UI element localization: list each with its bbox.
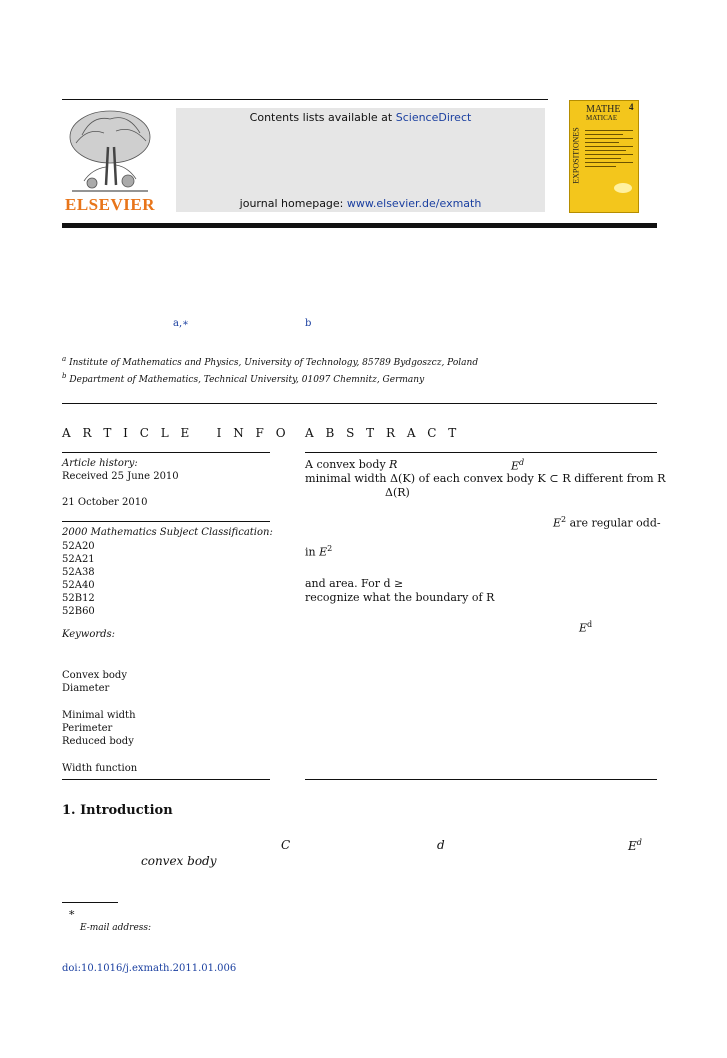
info-top-rule — [62, 403, 657, 404]
journal-cover — [569, 100, 639, 213]
keyword: Minimal width — [62, 710, 136, 721]
article-info-rule — [62, 452, 270, 453]
header-thick-rule — [62, 223, 657, 228]
contents-line: Contents lists available at ScienceDirect — [249, 111, 472, 124]
author-mark-b[interactable]: b — [305, 318, 312, 329]
footnote-star: ∗ — [68, 906, 76, 919]
intro-symbol-e: $E^d$ — [628, 838, 642, 853]
received-date: Received 25 June 2010 — [62, 471, 179, 482]
msc-code: 52B60 — [62, 606, 95, 617]
msc-rule — [62, 521, 270, 522]
msc-code: 52B12 — [62, 593, 95, 604]
affiliation-a: $^a$ Institute of Mathematics and Physics, University of Technology, 85789 Bydgoszcz, Poland — [62, 355, 479, 368]
cover-side: EXPOSITIONES — [571, 127, 581, 184]
abstract-line-1: A convex body R — [305, 458, 398, 471]
msc-code: 52A21 — [62, 554, 95, 565]
top-rule — [62, 99, 548, 100]
abstract-heading: A B S T R A C T — [305, 426, 461, 440]
doi-link[interactable]: doi:10.1016/j.exmath.2011.01.006 — [62, 963, 237, 974]
cover-issue: 4 — [629, 102, 634, 112]
article-info-heading: A R T I C L E I N F O — [62, 426, 290, 440]
intro-convex-body: convex body — [141, 854, 217, 868]
keyword: Perimeter — [62, 723, 113, 734]
keywords-label: Keywords: — [62, 629, 116, 640]
cover-title-1: MATHE — [586, 104, 621, 115]
sciencedirect-link[interactable]: ScienceDirect — [395, 111, 472, 124]
abstract-line-7: recognize what the boundary of R — [305, 591, 495, 604]
elsevier-tree-icon — [62, 107, 158, 199]
article-info-bottom-rule — [62, 779, 270, 780]
elsevier-logo — [62, 107, 158, 213]
homepage-line: journal homepage: www.elsevier.de/exmath — [239, 197, 482, 210]
msc-code: 52A40 — [62, 580, 95, 591]
intro-symbol-d: d — [437, 838, 445, 852]
abstract-bottom-rule — [305, 779, 657, 780]
footnote-email-label: E-mail address: — [80, 923, 152, 933]
msc-code: 52A38 — [62, 567, 95, 578]
history-label: Article history: — [62, 458, 138, 469]
abstract-line-6: and area. For d ≥ — [305, 577, 404, 590]
cover-badge — [614, 183, 632, 193]
section-heading-introduction: 1. Introduction — [62, 803, 173, 818]
keyword: Diameter — [62, 683, 110, 694]
abstract-line-3: Δ(R) — [385, 486, 410, 499]
intro-symbol-c: C — [281, 838, 291, 852]
cover-toc — [585, 127, 633, 185]
journal-header-box — [176, 108, 545, 212]
abstract-line-5: in $E^2$ — [305, 544, 333, 559]
author-mark-a[interactable]: a,∗ — [173, 318, 189, 329]
keyword: Convex body — [62, 670, 127, 681]
accepted-date: 21 October 2010 — [62, 497, 148, 508]
abstract-line-8: $E^d$ — [579, 620, 593, 635]
keyword: Width function — [62, 763, 138, 774]
abstract-line-2: minimal width Δ(K) of each convex body K ⊂ R different from R — [305, 472, 666, 485]
abstract-line-4: $E^2$ are regular odd- — [553, 515, 661, 530]
keyword: Reduced body — [62, 736, 134, 747]
cover-title-2: MATICAE — [586, 114, 618, 122]
msc-code: 52A20 — [62, 541, 95, 552]
journal-homepage-link[interactable]: www.elsevier.de/exmath — [346, 197, 482, 210]
publisher-name: ELSEVIER — [65, 195, 155, 214]
abstract-space-symbol: $E^d$ — [511, 458, 525, 473]
abstract-rule — [305, 452, 657, 453]
msc-label: 2000 Mathematics Subject Classification: — [62, 527, 273, 538]
footnote-rule — [62, 902, 118, 903]
affiliation-b: $^b$ Department of Mathematics, Technical University, 01097 Chemnitz, Germany — [62, 372, 425, 385]
